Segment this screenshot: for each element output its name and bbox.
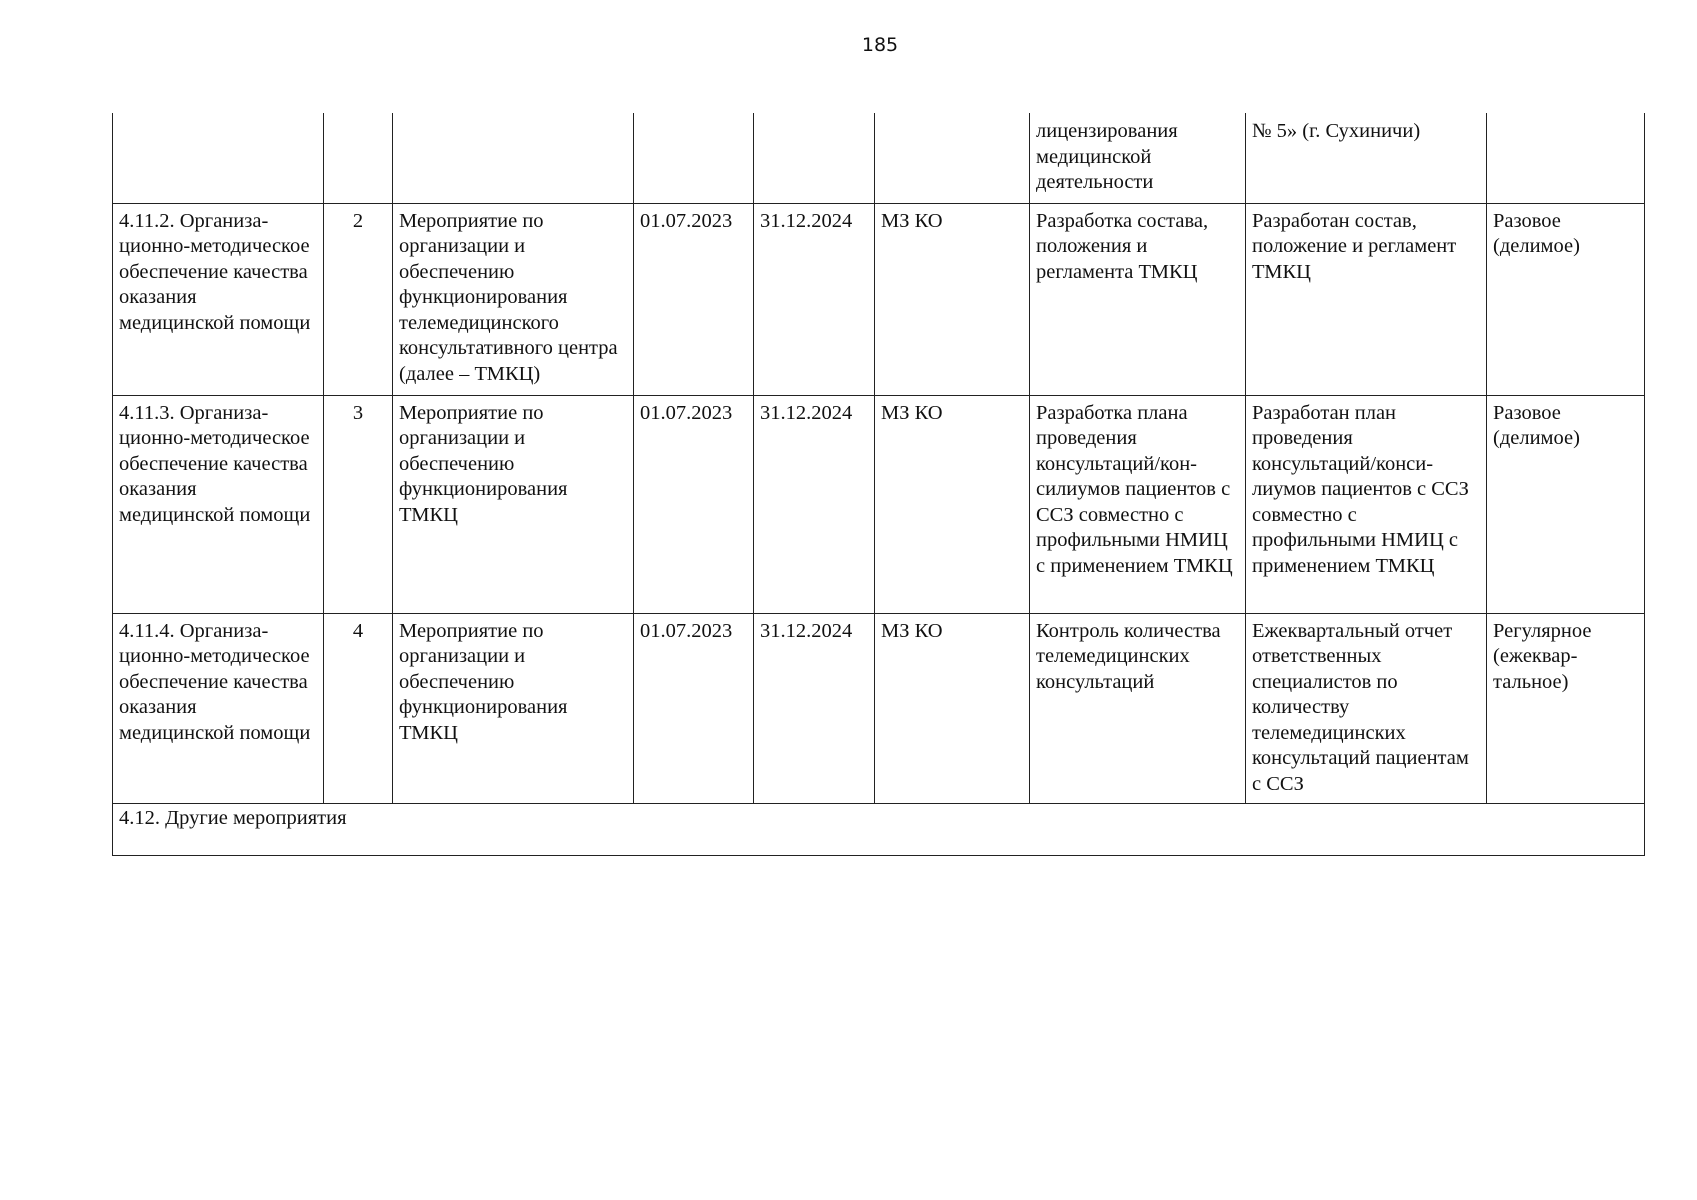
task-cell: 4.11.4. Организа-ционно-методическое обеспечение качества оказания медицинской помощи: [113, 613, 324, 803]
event-cell: Мероприятие по организации и обеспечению функционирования ТМКЦ: [393, 613, 634, 803]
event-cell: Мероприятие по организации и обеспечению функционирования телемедицинского консультативного центра (далее – ТМКЦ): [393, 203, 634, 395]
section-row: [113, 803, 1645, 855]
description-cell: Контроль количества телемедицинских консультаций: [1030, 613, 1246, 803]
start-date-cell: 01.07.2023: [634, 395, 754, 613]
description-cell: Разработка состава, положения и регламента ТМКЦ: [1030, 203, 1246, 395]
type-cell: Разовое (делимое): [1487, 203, 1645, 395]
executor-cell: МЗ КО: [875, 203, 1030, 395]
executor-cell: МЗ КО: [875, 613, 1030, 803]
type-cell: Регулярное (ежеквар-тальное): [1487, 613, 1645, 803]
executor-cell: [875, 113, 1030, 203]
event-cell: Мероприятие по организации и обеспечению функционирования ТМКЦ: [393, 395, 634, 613]
result-cell: Разработан состав, положение и регламент ТМКЦ: [1246, 203, 1487, 395]
page-number: 185: [861, 34, 899, 56]
start-date-cell: 01.07.2023: [634, 203, 754, 395]
executor-cell: МЗ КО: [875, 395, 1030, 613]
task-cell: [113, 113, 324, 203]
end-date-cell: [754, 113, 875, 203]
table-row: [113, 113, 1645, 203]
start-date-cell: [634, 113, 754, 203]
event-cell: [393, 113, 634, 203]
activities-table: [112, 113, 1645, 856]
description-cell: Разработка плана проведения консультаций/кон-силиумов пациентов с ССЗ совместно с профильными НМИЦ с применением ТМКЦ: [1030, 395, 1246, 613]
type-cell: Разовое (делимое): [1487, 395, 1645, 613]
end-date-cell: 31.12.2024: [754, 613, 875, 803]
result-cell: Ежеквартальный отчет ответственных специалистов по количеству телемедицинских консультаций пациентам с ССЗ: [1246, 613, 1487, 803]
task-cell: 4.11.3. Организа-ционно-методическое обеспечение качества оказания медицинской помощи: [113, 395, 324, 613]
table-row: [113, 395, 1645, 613]
result-cell: № 5» (г. Сухиничи): [1246, 113, 1487, 203]
end-date-cell: 31.12.2024: [754, 203, 875, 395]
description-cell: лицензирования медицинской деятельности: [1030, 113, 1246, 203]
end-date-cell: 31.12.2024: [754, 395, 875, 613]
number-cell: [324, 113, 393, 203]
table-row: [113, 613, 1645, 803]
start-date-cell: 01.07.2023: [634, 613, 754, 803]
type-cell: [1487, 113, 1645, 203]
section-title: 4.12. Другие мероприятия: [113, 803, 1645, 855]
result-cell: Разработан план проведения консультаций/конси-лиумов пациентов с ССЗ совместно с профильными НМИЦ с применением ТМКЦ: [1246, 395, 1487, 613]
number-cell: 2: [324, 203, 393, 395]
task-cell: 4.11.2. Организа-ционно-методическое обеспечение качества оказания медицинской помощи: [113, 203, 324, 395]
table-row: [113, 203, 1645, 395]
number-cell: 3: [324, 395, 393, 613]
number-cell: 4: [324, 613, 393, 803]
